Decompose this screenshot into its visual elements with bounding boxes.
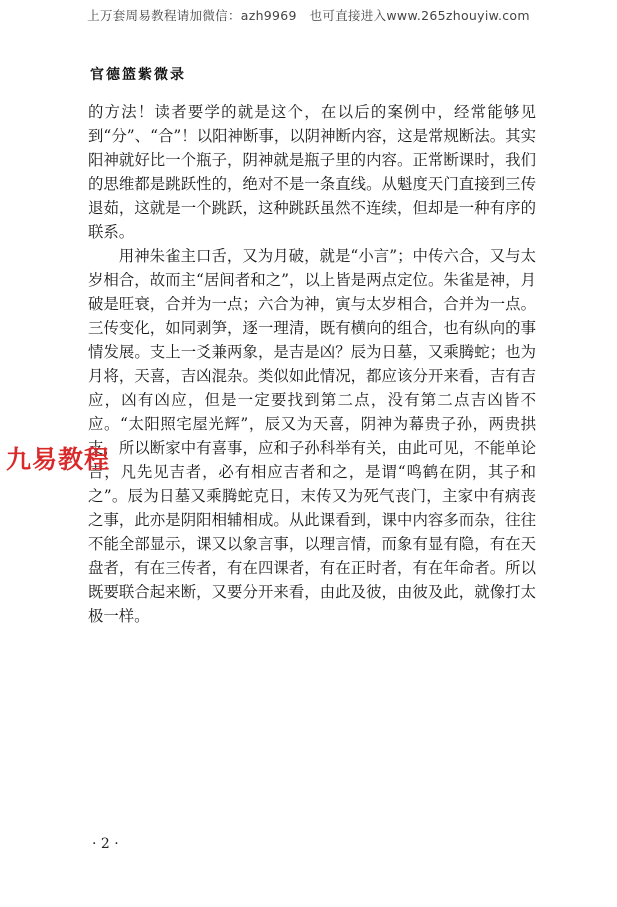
red-watermark-logo: 九易教程: [6, 445, 111, 474]
page-number: · 2 ·: [92, 836, 119, 852]
top-watermark-text: 上万套周易教程请加微信：azh9969 也可直接进入www.265zhouyiw.com: [87, 8, 530, 23]
running-header: 官德篮紫微录: [90, 67, 186, 83]
body-text: [88, 100, 536, 628]
paragraph: 用神朱雀主口舌，又为月破，就是“小言”；中传六合，又与太岁相合，故而主“居间者和之”，以上皆是两点定位。朱雀是神，月破是旺衰，合并为一点；六合为神，寅与太岁相合，合并为一点。三传变化，如同剥笋，逐一理清，既有横向的组合，也有纵向的事情发展。支上一爻兼两象，是吉是凶？辰为日墓，又乘腾蛇；也为月将，天喜，吉凶混杂。类似如此情况，都应该分开来看，吉有吉应，凶有凶应，但是一定要找到第二点，没有第二点吉凶皆不应。“太阳照宅屋光辉”，辰又为天喜，阴神为幕贵子孙，两贵拱支，所以断家中有喜事，应和子孙科举有关，由此可见，不能单论吉，凡先见吉者，必有相应吉者和之，是谓“鸣鹤在阴，其子和之”。辰为日墓又乘腾蛇克日，末传又为死气丧门，主家中有病丧之事，此亦是阴阳相辅相成。从此课看到，课中内容多而杂，往往不能全部显示，课又以象言事，以理言情，而象有显有隐，有在天盘者，有在三传者，有在四课者，有在正时者，有在年命者。所以既要联合起来断，又要分开来看，由此及彼，由彼及此，就像打太极一样。: [88, 247, 536, 625]
paragraph-continued: 的方法！读者要学的就是这个，在以后的案例中，经常能够见到“分”、“合”！以阳神断事，以阴神断内容，这是常规断法。其实阳神就好比一个瓶子，阴神就是瓶子里的内容。正常断课时，我们的思维都是跳跃性的，绝对不是一条直线。从魁度天门直接到三传退茹，这就是一个跳跃，这种跳跃虽然不连续，但却是一种有序的联系。: [88, 103, 536, 241]
